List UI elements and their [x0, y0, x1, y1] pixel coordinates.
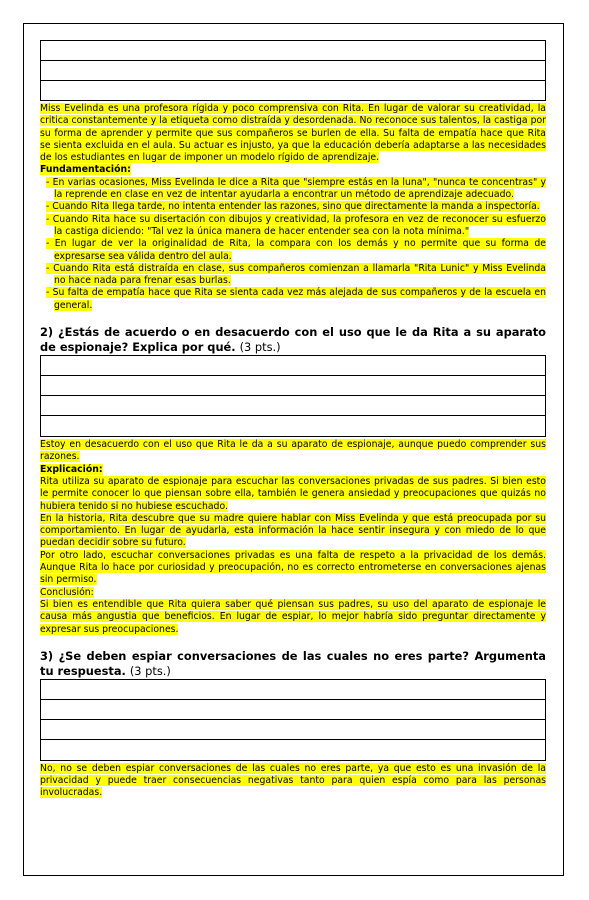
question-3-points: (3 pts.) — [129, 663, 171, 678]
list-item: - En lugar de ver la originalidad de Rita, la compara con los demás y no permite que su forma de expresarse sea válida dentro del aula. — [46, 238, 546, 262]
conclusion-text: Si bien es entendible que Rita quiera saber qué piensan sus padres, su uso del aparato de espionaje le causa más angustia que beneficios. En lugar de espiar, lo mejor habría sido preguntar directamente y expresar sus preocupaciones. — [40, 598, 546, 635]
question-2-points: (3 pts.) — [239, 340, 281, 355]
conclusion-heading: Conclusión: — [40, 586, 94, 598]
answer-lines-1 — [40, 40, 546, 101]
answer-2-paragraph-2: En la historia, Rita descubre que su madre quiere hablar con Miss Evelinda y que está preocupada por su comportamiento. En lugar de ayudarla, esta información la hace sentir insegura y con miedo de lo que puedan decidir sobre su futuro. — [40, 512, 546, 549]
list-item: - Su falta de empatía hace que Rita se sienta cada vez más alejada de sus compañeros y de la escuela en general. — [46, 287, 546, 311]
answer-line — [41, 396, 545, 416]
fundamentacion-list — [40, 177, 546, 312]
answer-3-text: No, no se deben espiar conversaciones de las cuales no eres parte, ya que esto es una invasión de la privacidad y puede traer consecuencias negativas tanto para quien espía como para las personas involucradas. — [40, 762, 546, 799]
question-3-text: 3) ¿Se deben espiar conversaciones de las cuales no eres parte? Argumenta tu respuesta. — [40, 648, 546, 678]
answer-line — [41, 680, 545, 700]
answer-line — [41, 376, 545, 396]
answer-line — [41, 740, 545, 760]
explicacion-heading: Explicación: — [40, 463, 103, 475]
answer-line — [41, 416, 545, 436]
question-2-text: 2) ¿Estás de acuerdo o en desacuerdo con el uso que le da Rita a su aparato de espionaje? Explica por qué. — [40, 325, 546, 355]
answer-2-paragraph-3: Por otro lado, escuchar conversaciones privadas es una falta de respeto a la privacidad de los demás. Aunque Rita lo hace por curiosidad y preocupación, no es correcto entrometerse en conversaciones ajenas sin permiso. — [40, 549, 546, 586]
answer-line — [41, 720, 545, 740]
answer-line — [41, 81, 545, 101]
answer-lines-2 — [40, 355, 546, 437]
question-3 — [40, 649, 546, 679]
answer-line — [41, 356, 545, 376]
answer-line — [41, 41, 545, 61]
answer-line — [41, 61, 545, 81]
question-2 — [40, 325, 546, 355]
worksheet-content — [40, 40, 546, 800]
answer-line — [41, 700, 545, 720]
list-item: - En varias ocasiones, Miss Evelinda le dice a Rita que "siempre estás en la luna", "nunca te concentras" y la reprende en clase en vez de intentar ayudarla a encontrar un método de aprendizaje adecuado. — [46, 176, 546, 201]
fundamentacion-heading: Fundamentación: — [40, 164, 131, 176]
list-item: - Cuando Rita hace su disertación con dibujos y creatividad, la profesora en vez de reconocer su esfuerzo la castiga diciendo: "Tal vez la única manera de hacer entender sea con la nota mínima." — [46, 213, 546, 237]
answer-1-intro: Miss Evelinda es una profesora rígida y poco comprensiva con Rita. En lugar de valorar su creatividad, la critica constantemente y la etiqueta como distraída y desordenada. No reconoce sus talentos, la castiga por su forma de aprender y permite que sus compañeros se burlen de ella. Su falta de empatía hace que Rita se sienta excluida en el aula. Su actuar es injusto, ya que la educación debería adaptarse a las necesidades de los estudiantes en lugar de imponer un modelo rígido de aprendizaje. — [40, 103, 546, 164]
answer-2-intro: Estoy en desacuerdo con el uso que Rita le da a su aparato de espionaje, aunque puedo comprender sus razones. — [40, 439, 546, 463]
answer-lines-3 — [40, 679, 546, 761]
list-item: - Cuando Rita está distraída en clase, sus compañeros comienzan a llamarla "Rita Lunic" y Miss Evelinda no hace nada para frenar esas burlas. — [46, 262, 546, 287]
answer-2-paragraph-1: Rita utiliza su aparato de espionaje para escuchar las conversaciones privadas de sus padres. Si bien esto le permite conocer lo que piensan sobre ella, también le genera ansiedad y preocupaciones que quizás no hubiera tenido si no hubiese escuchado. — [40, 475, 546, 512]
list-item: - Cuando Rita llega tarde, no intenta entender las razones, sino que directamente la manda a inspectoría. — [46, 201, 540, 213]
